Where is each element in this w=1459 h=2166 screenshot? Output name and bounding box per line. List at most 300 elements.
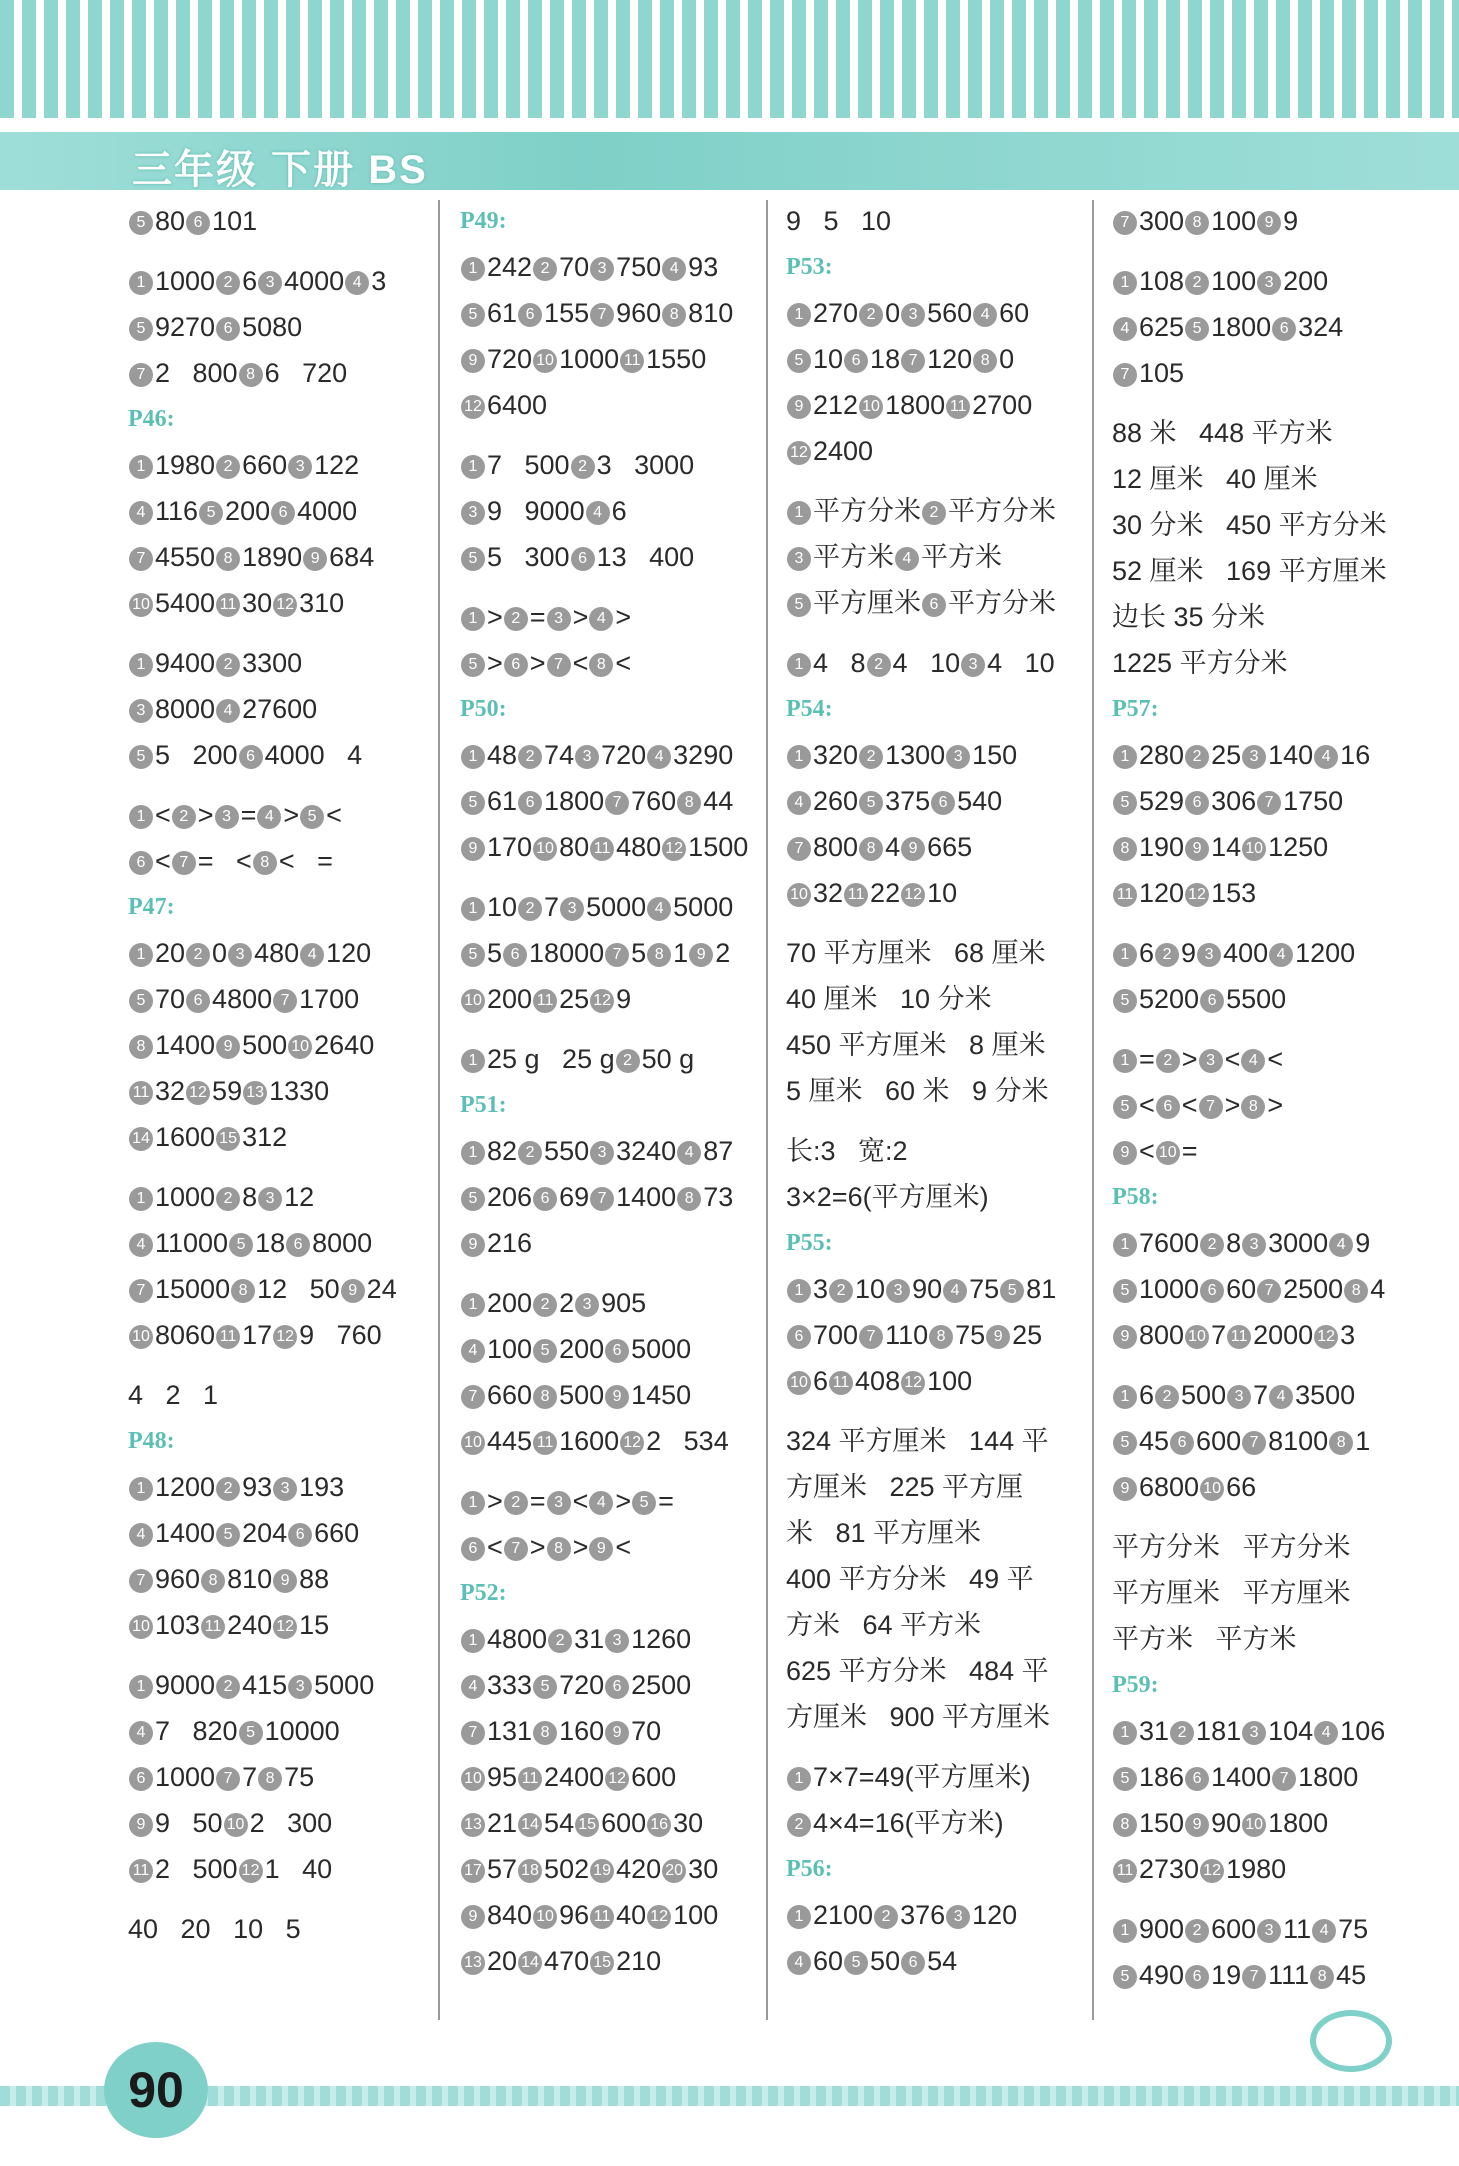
question-number-badge: 1 <box>461 607 485 631</box>
question-number-badge: 11 <box>1113 1859 1137 1883</box>
answer-line <box>460 778 778 824</box>
question-number-badge: 6 <box>922 593 946 617</box>
question-number-badge: 4 <box>895 547 919 571</box>
answer-text: 100 <box>673 1900 719 1930</box>
answer-text: = <box>1139 1044 1155 1074</box>
column-divider <box>766 200 768 2020</box>
question-number-badge: 7 <box>273 989 297 1013</box>
question-number-badge: 4 <box>787 1951 811 1975</box>
answer-text: > <box>487 602 503 632</box>
answer-line <box>460 1754 778 1800</box>
question-number-badge: 1 <box>461 257 485 281</box>
question-number-badge: 2 <box>1156 1049 1180 1073</box>
question-number-badge: 7 <box>547 653 571 677</box>
question-number-badge: 2 <box>504 607 528 631</box>
answer-text: > <box>615 1486 632 1516</box>
answer-text: > <box>487 1486 503 1516</box>
answer-line <box>786 1892 1104 1938</box>
answer-line <box>1112 410 1430 456</box>
question-number-badge: 7 <box>216 1767 240 1791</box>
answer-text: 2730 <box>1139 1854 1200 1884</box>
answer-text: 116 <box>155 496 199 526</box>
answer-text: 206 <box>487 1182 533 1212</box>
question-number-badge: 10 <box>224 1813 248 1837</box>
answer-text: 2400 <box>544 1762 605 1792</box>
answer-text: 375 <box>885 786 931 816</box>
question-number-badge: 2 <box>216 653 240 677</box>
question-number-badge: 5 <box>1113 1431 1137 1455</box>
answer-text: 平方米 平方米 <box>1112 1624 1297 1654</box>
answer-text: 1800 <box>544 786 605 816</box>
answer-text: 6400 <box>487 390 548 420</box>
question-number-badge: 6 <box>186 989 210 1013</box>
answer-text: 12 50 <box>257 1274 340 1304</box>
answer-text: 155 <box>544 298 590 328</box>
question-number-badge: 9 <box>1257 211 1281 235</box>
answer-text: 2 534 <box>646 1426 729 1456</box>
answer-text: < <box>155 846 171 876</box>
question-number-badge: 9 <box>461 349 485 373</box>
answer-text: P54: <box>786 696 833 722</box>
publisher-logo-icon <box>1310 2010 1392 2072</box>
answer-text: 600 <box>601 1808 647 1838</box>
answer-text: 18000 <box>529 938 605 968</box>
question-number-badge: 6 <box>605 1339 629 1363</box>
answer-text: 6 <box>813 1366 829 1396</box>
question-number-badge: 8 <box>677 1187 701 1211</box>
question-number-badge: 2 <box>548 1629 572 1653</box>
answer-text: 1000 <box>1139 1274 1200 1304</box>
answer-text: 720 <box>559 1670 605 1700</box>
answer-text: 153 <box>1211 878 1257 908</box>
answer-line <box>1112 1846 1430 1892</box>
answer-line <box>786 1312 1104 1358</box>
question-number-badge: 11 <box>533 1431 557 1455</box>
question-number-badge: 2 <box>533 1293 557 1317</box>
answer-text: 3 3000 <box>596 450 695 480</box>
answer-line <box>128 1510 446 1556</box>
question-number-badge: 4 <box>300 943 324 967</box>
answer-line <box>786 976 1104 1022</box>
question-number-badge: 8 <box>677 791 701 815</box>
question-number-badge: 8 <box>589 653 613 677</box>
question-number-badge: 2 <box>787 1813 811 1837</box>
answer-text: 4×4=16(平方米) <box>813 1808 1004 1838</box>
page-number: 90 <box>104 2042 208 2138</box>
answer-text: 550 <box>544 1136 590 1166</box>
question-number-badge: 1 <box>1113 1919 1137 1943</box>
answer-line <box>1112 1312 1430 1358</box>
answer-text: 2 <box>559 1288 575 1318</box>
answer-text: 900 <box>1139 1914 1185 1944</box>
answer-text: P58: <box>1112 1184 1159 1210</box>
page-heading <box>460 686 778 732</box>
question-number-badge: 6 <box>1200 989 1224 1013</box>
answer-text: 181 <box>1196 1716 1242 1746</box>
answer-text: 22 <box>870 878 901 908</box>
question-number-badge: 1 <box>461 745 485 769</box>
answer-text: 70 <box>631 1716 662 1746</box>
question-number-badge: 6 <box>129 851 153 875</box>
answer-text: 9400 <box>155 648 216 678</box>
answer-text: 110 <box>885 1320 929 1350</box>
question-number-badge: 2 <box>1200 1233 1224 1257</box>
answer-line <box>1112 1708 1430 1754</box>
question-number-badge: 2 <box>616 1049 640 1073</box>
answer-text: P48: <box>128 1428 175 1454</box>
answer-line <box>460 1708 778 1754</box>
question-number-badge: 1 <box>129 271 153 295</box>
answer-text: 6 <box>1139 1380 1155 1410</box>
answer-text: 30 <box>688 1854 719 1884</box>
answer-text: 82 <box>487 1136 518 1166</box>
answer-line <box>128 976 446 1022</box>
answer-text: 600 <box>1211 1914 1257 1944</box>
answer-text: 210 <box>616 1946 662 1976</box>
question-number-badge: 6 <box>216 317 240 341</box>
answer-line <box>128 198 446 244</box>
question-number-badge: 7 <box>129 363 153 387</box>
question-number-badge: 9 <box>986 1325 1010 1349</box>
question-number-badge: 6 <box>605 1675 629 1699</box>
question-number-badge: 11 <box>590 837 614 861</box>
question-number-badge: 5 <box>461 791 485 815</box>
answer-line <box>460 1326 778 1372</box>
question-number-badge: 2 <box>1170 1721 1194 1745</box>
question-number-badge: 11 <box>216 1325 240 1349</box>
question-number-badge: 6 <box>1185 791 1209 815</box>
answer-text: 87 <box>703 1136 734 1166</box>
question-number-badge: 16 <box>647 1813 671 1837</box>
answer-text: 7 820 <box>155 1716 238 1746</box>
question-number-badge: 6 <box>288 1523 312 1547</box>
answer-text: 48 <box>487 740 518 770</box>
question-number-badge: 10 <box>129 1325 153 1349</box>
question-number-badge: 12 <box>620 1431 644 1455</box>
answer-line <box>786 1068 1104 1114</box>
question-number-badge: 1 <box>461 1491 485 1515</box>
page-heading <box>786 1846 1104 1892</box>
answer-line <box>786 488 1104 534</box>
question-number-badge: 5 <box>461 303 485 327</box>
answer-line <box>460 732 778 778</box>
question-number-badge: 3 <box>129 699 153 723</box>
question-number-badge: 7 <box>129 1569 153 1593</box>
question-number-badge: 9 <box>689 943 713 967</box>
question-number-badge: 7 <box>901 349 925 373</box>
answer-text: 90 <box>912 1274 943 1304</box>
answer-text: 31 <box>1139 1716 1170 1746</box>
question-number-badge: 14 <box>518 1951 542 1975</box>
question-number-badge: 4 <box>677 1141 701 1165</box>
question-number-badge: 6 <box>1185 1965 1209 1989</box>
answer-text: 75 <box>284 1762 315 1792</box>
answer-text: 240 <box>227 1610 273 1640</box>
answer-line <box>460 382 778 428</box>
answer-text: 81 <box>1026 1274 1057 1304</box>
question-number-badge: 2 <box>1155 1385 1179 1409</box>
answer-text: = < <box>197 846 252 876</box>
question-number-badge: 5 <box>859 791 883 815</box>
question-number-badge: 7 <box>859 1325 883 1349</box>
answer-text: 20 <box>155 938 186 968</box>
answer-text: 502 <box>544 1854 590 1884</box>
answer-text: 2000 <box>1253 1320 1314 1350</box>
answer-line <box>1112 594 1430 640</box>
question-number-badge: 10 <box>461 1767 485 1791</box>
question-number-badge: 5 <box>461 943 485 967</box>
answer-text: 2 500 <box>155 1854 238 1884</box>
question-number-badge: 8 <box>231 1279 255 1303</box>
question-number-badge: 1 <box>129 805 153 829</box>
answer-text: 45 <box>1139 1426 1170 1456</box>
answer-text: 1000 <box>155 1762 216 1792</box>
question-number-badge: 4 <box>586 501 610 525</box>
question-number-badge: 7 <box>1113 363 1137 387</box>
question-number-badge: 9 <box>461 1233 485 1257</box>
question-number-badge: 7 <box>590 1187 614 1211</box>
question-number-badge: 10 <box>787 1371 811 1395</box>
question-number-badge: 5 <box>129 989 153 1013</box>
question-number-badge: 10 <box>1156 1141 1180 1165</box>
question-number-badge: 9 <box>461 837 485 861</box>
answer-text: 9000 <box>155 1670 216 1700</box>
answer-text: P50: <box>460 696 507 722</box>
answer-text: 800 <box>813 832 859 862</box>
answer-text: 720 <box>601 740 647 770</box>
question-number-badge: 1 <box>1113 1721 1137 1745</box>
answer-text: 750 <box>616 252 662 282</box>
answer-text: 5200 <box>1139 984 1200 1014</box>
answer-text: 1400 <box>616 1182 677 1212</box>
question-number-badge: 3 <box>258 271 282 295</box>
answer-line <box>1112 1082 1430 1128</box>
question-number-badge: 6 <box>1200 1279 1224 1303</box>
answer-text: = <box>529 602 546 632</box>
page-heading <box>786 686 1104 732</box>
answer-text: 324 <box>1298 312 1344 342</box>
answer-text: 4000 <box>284 266 345 296</box>
header-stripes <box>0 0 1459 118</box>
question-number-badge: 4 <box>589 1491 613 1515</box>
answer-text: 665 <box>927 832 973 862</box>
answer-text: 1600 <box>559 1426 620 1456</box>
question-number-badge: 13 <box>461 1951 485 1975</box>
question-number-badge: 3 <box>1257 271 1281 295</box>
question-number-badge: 1 <box>461 455 485 479</box>
grade-title: 三年级 下册 BS <box>132 148 428 192</box>
question-number-badge: 12 <box>1314 1325 1338 1349</box>
question-number-badge: 8 <box>547 1537 571 1561</box>
answer-text: < <box>1139 1090 1155 1120</box>
answer-text: 4800 <box>487 1624 548 1654</box>
answer-text: 40 <box>616 1900 647 1930</box>
question-number-badge: 1 <box>787 303 811 327</box>
answer-text: 平方厘米 <box>813 588 921 618</box>
question-number-badge: 12 <box>273 1325 297 1349</box>
answer-text: 625 平方分米 484 平 <box>786 1656 1049 1686</box>
answer-text: 9 9000 <box>487 496 585 526</box>
question-number-badge: 4 <box>1269 943 1293 967</box>
page-heading <box>1112 1174 1430 1220</box>
question-number-badge: 4 <box>129 501 153 525</box>
answer-line <box>1112 1952 1430 1998</box>
answer-text: 625 <box>1139 312 1185 342</box>
answer-text: 310 <box>299 588 345 618</box>
answer-text: 415 <box>242 1670 288 1700</box>
question-number-badge: 9 <box>1113 1477 1137 1501</box>
answer-text: 1 <box>1355 1426 1371 1456</box>
answer-line <box>128 1708 446 1754</box>
question-number-badge: 7 <box>504 1537 528 1561</box>
question-number-badge: 11 <box>533 989 557 1013</box>
answer-line <box>460 1892 778 1938</box>
question-number-badge: 5 <box>216 1523 240 1547</box>
question-number-badge: 11 <box>1227 1325 1251 1349</box>
answer-text: 9 760 <box>299 1320 382 1350</box>
answer-line <box>1112 1372 1430 1418</box>
question-number-badge: 5 <box>461 1187 485 1211</box>
answer-text: 111 <box>1268 1960 1310 1990</box>
question-number-badge: 1 <box>787 501 811 525</box>
answer-text: 9 5 10 <box>786 206 892 236</box>
answer-text: 方米 64 平方米 <box>786 1610 982 1640</box>
question-number-badge: 7 <box>172 851 196 875</box>
answer-line <box>786 1128 1104 1174</box>
question-number-badge: 6 <box>1156 1095 1180 1119</box>
answer-text: 1800 <box>1268 1808 1329 1838</box>
answer-text: P51: <box>460 1092 507 1118</box>
answer-line <box>786 1022 1104 1068</box>
answer-text: 54 <box>544 1808 575 1838</box>
question-number-badge: 1 <box>461 897 485 921</box>
answer-text: 2640 <box>314 1030 375 1060</box>
question-number-badge: 3 <box>547 607 571 631</box>
answer-text: 10 <box>855 1274 886 1304</box>
question-number-badge: 3 <box>590 1141 614 1165</box>
answer-text: 50 <box>870 1946 901 1976</box>
question-number-badge: 3 <box>1197 943 1221 967</box>
question-number-badge: 4 <box>216 699 240 723</box>
question-number-badge: 4 <box>647 897 671 921</box>
answer-line <box>786 336 1104 382</box>
question-number-badge: 8 <box>1241 1095 1265 1119</box>
question-number-badge: 11 <box>590 1905 614 1929</box>
answer-line <box>460 442 778 488</box>
question-number-badge: 5 <box>300 805 324 829</box>
answer-text: 9270 <box>155 312 216 342</box>
question-number-badge: 3 <box>228 943 252 967</box>
answer-text: 6 <box>1139 938 1155 968</box>
answer-text: 45 <box>1336 1960 1367 1990</box>
answer-text: 660 <box>242 450 288 480</box>
question-number-badge: 2 <box>874 1905 898 1929</box>
question-number-badge: 8 <box>973 349 997 373</box>
question-number-badge: 5 <box>533 1339 557 1363</box>
question-number-badge: 6 <box>787 1325 811 1349</box>
answer-text: > <box>529 1532 546 1562</box>
answer-text: 3500 <box>1295 1380 1356 1410</box>
answer-text: P49: <box>460 208 507 234</box>
answer-text: 8 <box>1226 1228 1242 1258</box>
question-number-badge: 10 <box>461 989 485 1013</box>
question-number-badge: 1 <box>1113 943 1137 967</box>
answer-text: 810 <box>688 298 734 328</box>
answer-line <box>1112 258 1430 304</box>
question-number-badge: 4 <box>943 1279 967 1303</box>
answer-text: P52: <box>460 1580 507 1606</box>
answer-text: < <box>487 1532 503 1562</box>
question-number-badge: 1 <box>1113 1233 1137 1257</box>
question-number-badge: 11 <box>129 1081 153 1105</box>
question-number-badge: 7 <box>461 1385 485 1409</box>
question-number-badge: 12 <box>1200 1859 1224 1883</box>
answer-text: 480 <box>616 832 662 862</box>
question-number-badge: 20 <box>662 1859 686 1883</box>
question-number-badge: 7 <box>129 1279 153 1303</box>
question-number-badge: 5 <box>1185 317 1209 341</box>
answer-text: 70 <box>559 252 590 282</box>
answer-text: 10 <box>927 878 958 908</box>
question-number-badge: 7 <box>605 943 629 967</box>
answer-text: 1890 <box>242 542 303 572</box>
answer-text: 105 <box>1139 358 1185 388</box>
answer-text: 52 厘米 169 平方厘米 <box>1112 556 1387 586</box>
question-number-badge: 2 <box>216 271 240 295</box>
answer-text: 6800 <box>1139 1472 1200 1502</box>
answer-text: 3 <box>371 266 387 296</box>
answer-line <box>786 1556 1104 1602</box>
question-number-badge: 9 <box>1113 1325 1137 1349</box>
answer-text: 32 <box>155 1076 186 1106</box>
question-number-badge: 3 <box>215 805 239 829</box>
answer-line <box>786 382 1104 428</box>
question-number-badge: 4 <box>1314 1721 1338 1745</box>
answer-line <box>786 1418 1104 1464</box>
question-number-badge: 3 <box>547 1491 571 1515</box>
question-number-badge: 3 <box>461 501 485 525</box>
answer-text: < = <box>278 846 333 876</box>
question-number-badge: 6 <box>239 745 263 769</box>
question-number-badge: 10 <box>1200 1477 1224 1501</box>
answer-text: 75 <box>1338 1914 1369 1944</box>
question-number-badge: 2 <box>1185 271 1209 295</box>
answer-text: 1500 <box>688 832 749 862</box>
answer-text: 方厘米 225 平方厘 <box>786 1472 1024 1502</box>
answer-text: 5400 <box>155 588 216 618</box>
answer-text: 170 <box>487 832 533 862</box>
answer-text: 131 <box>487 1716 533 1746</box>
answer-text: 5000 <box>586 892 647 922</box>
answer-text: 93 <box>688 252 719 282</box>
answer-text: 1225 平方分米 <box>1112 648 1288 678</box>
answer-line <box>1112 870 1430 916</box>
answer-text: 101 <box>212 206 258 236</box>
answer-line <box>460 824 778 870</box>
question-number-badge: 9 <box>303 547 327 571</box>
answer-text: 100 <box>1211 206 1257 236</box>
answer-text: > <box>1224 1090 1241 1120</box>
question-number-badge: 5 <box>533 1675 557 1699</box>
answer-text: 74 <box>544 740 575 770</box>
answer-line <box>128 1556 446 1602</box>
answer-line <box>128 442 446 488</box>
answer-line <box>128 686 446 732</box>
question-number-badge: 6 <box>1185 1767 1209 1791</box>
answer-text: 75 <box>955 1320 986 1350</box>
question-number-badge: 12 <box>1185 883 1209 907</box>
answer-text: 7 500 <box>487 450 570 480</box>
